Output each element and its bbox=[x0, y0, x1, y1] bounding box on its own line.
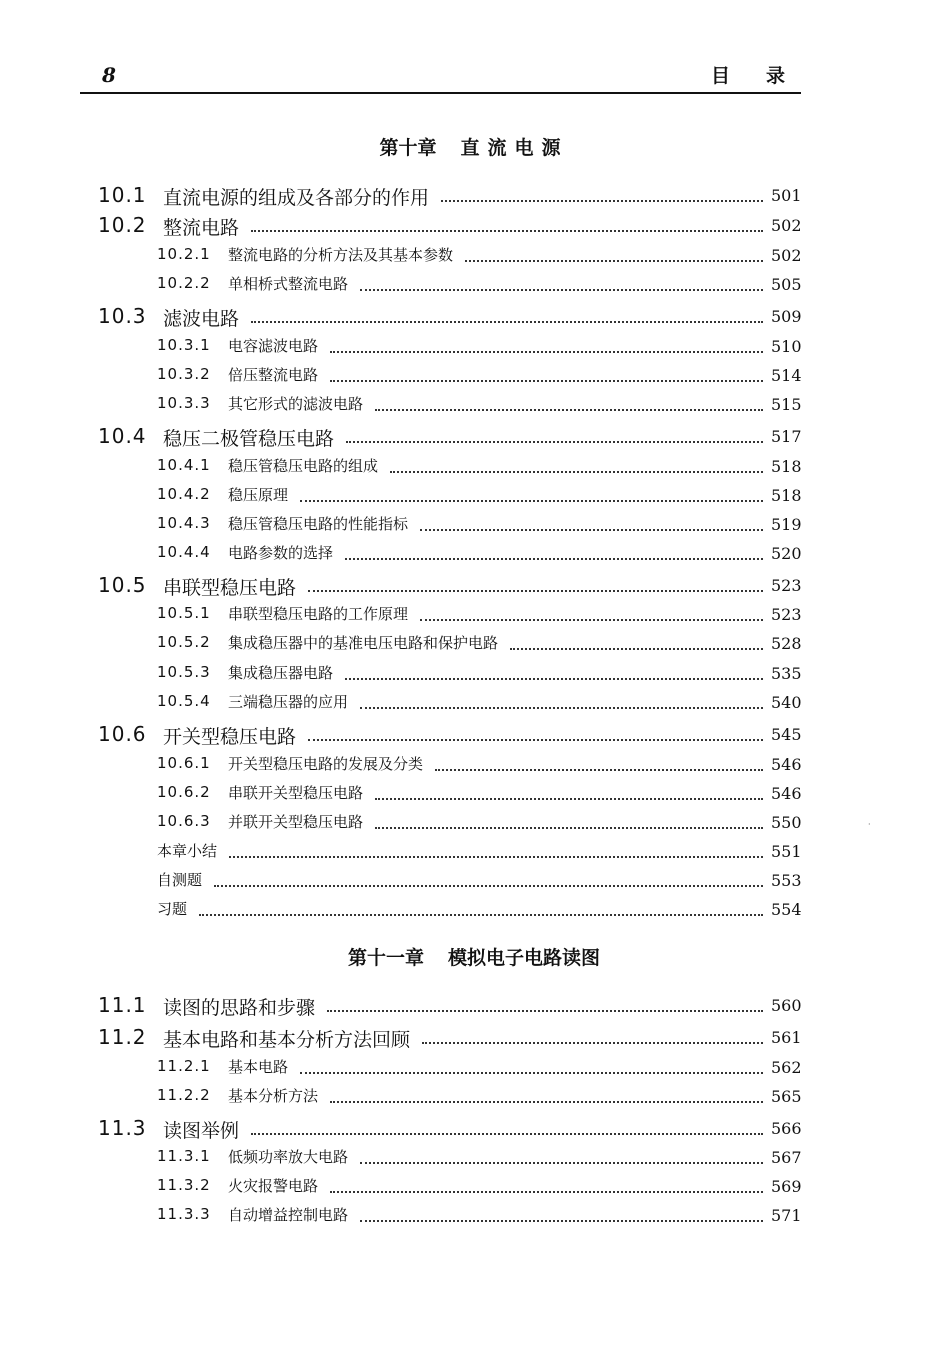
toc-entry bbox=[0, 661, 948, 691]
toc-entry bbox=[0, 781, 948, 811]
toc-entry bbox=[0, 334, 948, 364]
toc-entry-number: 11.3 bbox=[98, 1116, 147, 1140]
chapter-title bbox=[0, 133, 948, 160]
dot-leader bbox=[330, 1191, 763, 1193]
toc-entry-title: 单相桥式整流电路 bbox=[228, 275, 349, 293]
toc-entry-page: 501 bbox=[771, 186, 802, 205]
dot-leader bbox=[308, 590, 763, 592]
toc-entry-number: 10.6.1 bbox=[157, 754, 211, 772]
toc-entry-number: 10.2.1 bbox=[157, 245, 211, 263]
toc-entry bbox=[0, 752, 948, 782]
toc-entry bbox=[0, 213, 948, 243]
dot-leader bbox=[510, 648, 763, 650]
dot-leader bbox=[199, 914, 763, 916]
toc-entry bbox=[0, 243, 948, 273]
toc-entry-number: 10.4.3 bbox=[157, 514, 211, 532]
dot-leader bbox=[300, 1072, 763, 1074]
toc-entry-title: 基本分析方法 bbox=[228, 1087, 319, 1105]
toc-entry-number: 10.3.3 bbox=[157, 394, 211, 412]
toc-entry-title: 开关型稳压电路的发展及分类 bbox=[228, 755, 424, 773]
toc-entry bbox=[0, 454, 948, 484]
dot-leader bbox=[251, 1133, 763, 1135]
chapter-name: 模拟电子电路读图 bbox=[448, 947, 601, 969]
dot-leader bbox=[375, 827, 763, 829]
dot-leader bbox=[345, 558, 763, 560]
toc-entry-title: 基本电路和基本分析方法回顾 bbox=[163, 1029, 411, 1051]
toc-entry-number: 11.3.3 bbox=[157, 1205, 211, 1223]
toc-entry-title: 稳压二极管稳压电路 bbox=[163, 428, 335, 450]
dot-leader bbox=[229, 856, 763, 858]
toc-entry-page: 566 bbox=[771, 1119, 802, 1138]
toc-entry-page: 560 bbox=[771, 996, 802, 1015]
toc-entry bbox=[0, 868, 948, 898]
toc-entry bbox=[0, 1084, 948, 1114]
toc-entry-number: 10.3 bbox=[98, 304, 147, 328]
toc-entry-title: 开关型稳压电路 bbox=[163, 726, 297, 748]
toc-entry-page: 509 bbox=[771, 307, 802, 326]
toc-entry-number: 10.6.3 bbox=[157, 812, 211, 830]
toc-entry-title: 三端稳压器的应用 bbox=[228, 693, 349, 711]
toc-entry-page: 518 bbox=[771, 486, 802, 505]
toc-entry bbox=[0, 1145, 948, 1175]
toc-entry-page: 553 bbox=[771, 871, 802, 890]
toc-entry bbox=[0, 392, 948, 422]
dot-leader bbox=[390, 471, 763, 473]
toc-entry-number: 11.2.1 bbox=[157, 1057, 211, 1075]
toc-entry-page: 550 bbox=[771, 813, 802, 832]
toc-entry bbox=[0, 541, 948, 571]
toc-entry-title: 电路参数的选择 bbox=[228, 544, 334, 562]
toc-entry-title: 习题 bbox=[157, 900, 188, 918]
dot-leader bbox=[251, 230, 763, 232]
dot-leader bbox=[441, 200, 763, 202]
toc-entry-number: 10.6.2 bbox=[157, 783, 211, 801]
dot-leader bbox=[300, 500, 763, 502]
toc-entry-number: 10.3.2 bbox=[157, 365, 211, 383]
toc-entry-page: 502 bbox=[771, 216, 802, 235]
dot-leader bbox=[420, 619, 763, 621]
toc-entry bbox=[0, 512, 948, 542]
toc-entry-title: 并联开关型稳压电路 bbox=[228, 813, 364, 831]
toc-entry-number: 11.1 bbox=[98, 993, 147, 1017]
toc-entry bbox=[0, 993, 948, 1023]
toc-entry-number: 10.2 bbox=[98, 213, 147, 237]
toc-entry-number: 10.4 bbox=[98, 424, 147, 448]
page-number: 8 bbox=[102, 63, 116, 87]
dot-leader bbox=[346, 441, 763, 443]
dot-leader bbox=[330, 380, 763, 382]
dot-leader bbox=[251, 321, 763, 323]
dot-leader bbox=[308, 739, 763, 741]
dot-leader bbox=[360, 1220, 763, 1222]
dot-leader bbox=[422, 1042, 763, 1044]
toc-entry-number: 10.5.4 bbox=[157, 692, 211, 710]
toc-entry-title: 集成稳压器中的基准电压电路和保护电路 bbox=[228, 634, 499, 652]
toc-entry-number: 11.3.2 bbox=[157, 1176, 211, 1194]
dot-leader bbox=[330, 1101, 763, 1103]
toc-entry bbox=[0, 839, 948, 869]
dot-leader bbox=[360, 289, 763, 291]
toc-entry-title: 电容滤波电路 bbox=[228, 337, 319, 355]
toc-entry-title: 滤波电路 bbox=[163, 308, 240, 330]
toc-entry-page: 561 bbox=[771, 1028, 802, 1047]
toc-entry-page: 535 bbox=[771, 664, 802, 683]
dot-leader bbox=[360, 1162, 763, 1164]
toc-entry-title: 本章小结 bbox=[157, 842, 218, 860]
toc-entry bbox=[0, 573, 948, 603]
toc-entry-title: 整流电路 bbox=[163, 217, 240, 239]
toc-entry-title: 直流电源的组成及各部分的作用 bbox=[163, 187, 430, 209]
toc-entry-page: 569 bbox=[771, 1177, 802, 1196]
page-header bbox=[80, 60, 821, 94]
toc-entry-title: 集成稳压器电路 bbox=[228, 664, 334, 682]
toc-entry-page: 519 bbox=[771, 515, 802, 534]
toc-entry-number: 10.6 bbox=[98, 722, 147, 746]
toc-entry-title: 串联型稳压电路 bbox=[163, 577, 297, 599]
toc-entry-number: 10.5.1 bbox=[157, 604, 211, 622]
dot-leader bbox=[330, 351, 763, 353]
toc-entry-page: 554 bbox=[771, 900, 802, 919]
toc-entry bbox=[0, 272, 948, 302]
toc-entry-title: 稳压原理 bbox=[228, 486, 289, 504]
toc-entry bbox=[0, 424, 948, 454]
toc-entry-page: 523 bbox=[771, 605, 802, 624]
toc-entry-page: 528 bbox=[771, 634, 802, 653]
chapter-number: 第十章 bbox=[379, 137, 437, 159]
dot-leader bbox=[327, 1010, 763, 1012]
toc-entry-page: 514 bbox=[771, 366, 802, 385]
toc-entry-title: 整流电路的分析方法及其基本参数 bbox=[228, 246, 454, 264]
toc-entry-number: 10.4.1 bbox=[157, 456, 211, 474]
toc-entry-title: 串联开关型稳压电路 bbox=[228, 784, 364, 802]
toc-entry-number: 10.2.2 bbox=[157, 274, 211, 292]
toc-entry-title: 低频功率放大电路 bbox=[228, 1148, 349, 1166]
toc-entry-page: 567 bbox=[771, 1148, 802, 1167]
toc-entry-page: 546 bbox=[771, 755, 802, 774]
toc-entry bbox=[0, 602, 948, 632]
dot-leader bbox=[465, 260, 763, 262]
toc-entry-number: 10.3.1 bbox=[157, 336, 211, 354]
toc-entry-page: 565 bbox=[771, 1087, 802, 1106]
toc-entry bbox=[0, 810, 948, 840]
running-title: 目录 bbox=[710, 65, 821, 87]
toc-entry-title: 自测题 bbox=[157, 871, 203, 889]
toc-entry-page: 510 bbox=[771, 337, 802, 356]
toc-entry bbox=[0, 1116, 948, 1146]
toc-entry-number: 10.5.3 bbox=[157, 663, 211, 681]
dot-leader bbox=[375, 409, 763, 411]
toc-entry-number: 10.5.2 bbox=[157, 633, 211, 651]
toc-entry-title: 稳压管稳压电路的性能指标 bbox=[228, 515, 409, 533]
toc-entry-page: 520 bbox=[771, 544, 802, 563]
toc-entry-page: 518 bbox=[771, 457, 802, 476]
toc-entry-page: 551 bbox=[771, 842, 802, 861]
toc-entry-page: 502 bbox=[771, 246, 802, 265]
toc-entry bbox=[0, 304, 948, 334]
chapter-name: 直流电源 bbox=[460, 137, 569, 159]
toc-entry-page: 571 bbox=[771, 1206, 802, 1225]
scan-speck: · bbox=[868, 820, 871, 829]
toc-entry-title: 串联型稳压电路的工作原理 bbox=[228, 605, 409, 623]
dot-leader bbox=[420, 529, 763, 531]
toc-entry bbox=[0, 1203, 948, 1233]
toc-entry bbox=[0, 363, 948, 393]
toc-entry-title: 其它形式的滤波电路 bbox=[228, 395, 364, 413]
toc-entry-page: 515 bbox=[771, 395, 802, 414]
dot-leader bbox=[360, 707, 763, 709]
toc-entry-title: 读图举例 bbox=[163, 1120, 240, 1142]
toc-entry bbox=[0, 722, 948, 752]
chapter-number: 第十一章 bbox=[347, 947, 424, 969]
toc-entry bbox=[0, 690, 948, 720]
toc-entry bbox=[0, 1174, 948, 1204]
toc-entry-number: 10.5 bbox=[98, 573, 147, 597]
dot-leader bbox=[214, 885, 763, 887]
toc-entry-page: 546 bbox=[771, 784, 802, 803]
toc-entry-number: 11.3.1 bbox=[157, 1147, 211, 1165]
toc-entry bbox=[0, 897, 948, 927]
toc-entry bbox=[0, 631, 948, 661]
toc-entry bbox=[0, 183, 948, 213]
toc-entry bbox=[0, 483, 948, 513]
toc-entry-page: 523 bbox=[771, 576, 802, 595]
toc-entry-title: 火灾报警电路 bbox=[228, 1177, 319, 1195]
toc-entry-number: 11.2.2 bbox=[157, 1086, 211, 1104]
dot-leader bbox=[345, 678, 763, 680]
toc-entry-title: 稳压管稳压电路的组成 bbox=[228, 457, 379, 475]
toc-entry-title: 自动增益控制电路 bbox=[228, 1206, 349, 1224]
chapter-title bbox=[0, 943, 948, 970]
toc-entry bbox=[0, 1055, 948, 1085]
toc-entry-page: 545 bbox=[771, 725, 802, 744]
dot-leader bbox=[375, 798, 763, 800]
toc-entry-number: 10.1 bbox=[98, 183, 147, 207]
toc-entry-title: 倍压整流电路 bbox=[228, 366, 319, 384]
toc-entry-page: 562 bbox=[771, 1058, 802, 1077]
dot-leader bbox=[435, 769, 763, 771]
toc-entry-number: 10.4.4 bbox=[157, 543, 211, 561]
toc-entry-page: 505 bbox=[771, 275, 802, 294]
toc-entry bbox=[0, 1025, 948, 1055]
toc-entry-title: 基本电路 bbox=[228, 1058, 289, 1076]
toc-entry-page: 517 bbox=[771, 427, 802, 446]
toc-entry-number: 10.4.2 bbox=[157, 485, 211, 503]
toc-entry-page: 540 bbox=[771, 693, 802, 712]
toc-entry-number: 11.2 bbox=[98, 1025, 147, 1049]
toc-entry-title: 读图的思路和步骤 bbox=[163, 997, 316, 1019]
